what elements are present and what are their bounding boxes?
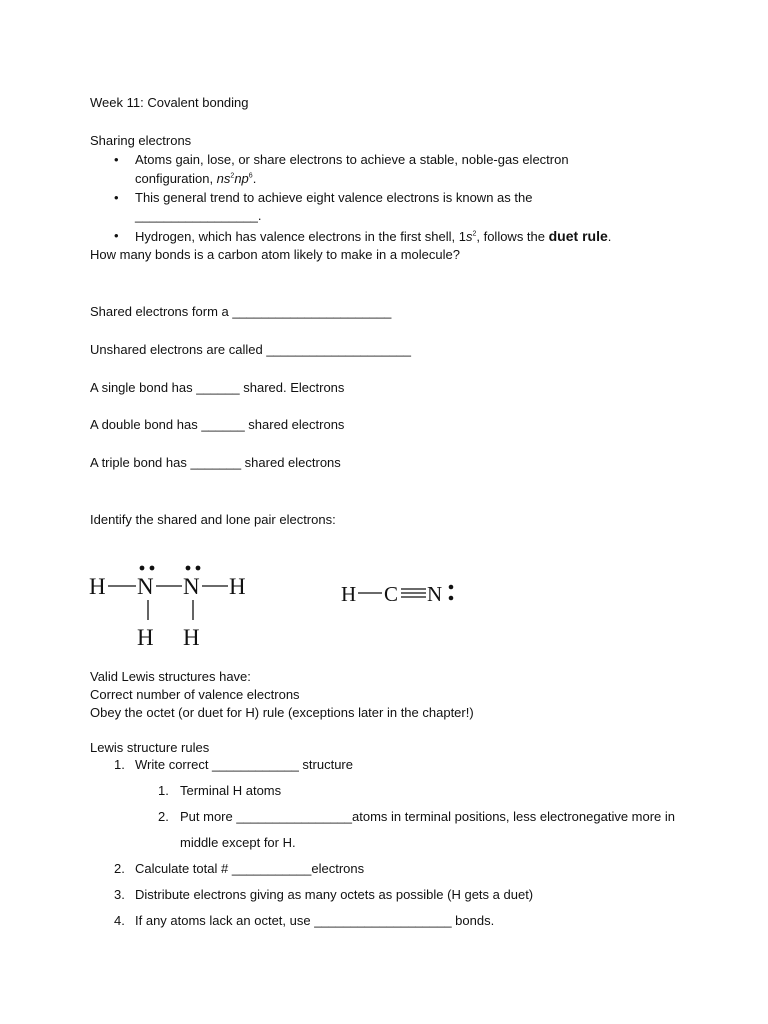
- lone-pair-dot: [140, 566, 145, 571]
- atom-h: H: [183, 625, 200, 650]
- lone-pair-dot: [449, 596, 454, 601]
- identify-prompt: Identify the shared and lone pair electrons:: [90, 512, 336, 527]
- bullet-text: This general trend to achieve eight valence electrons is known as the: [135, 190, 533, 205]
- bullet-text-continued: [135, 171, 256, 186]
- atom-h: H: [229, 574, 246, 599]
- fill-in-single-bond: A single bond has ______ shared. Electrons: [90, 380, 345, 395]
- text-run: configuration,: [135, 171, 217, 186]
- atom-h: H: [89, 574, 106, 599]
- hcn-structure: [338, 575, 463, 610]
- rule-item: Distribute electrons giving as many octets as possible (H gets a duet): [135, 887, 534, 902]
- rule-item: Calculate total # ___________electrons: [135, 861, 365, 876]
- rules-heading: Lewis structure rules: [90, 740, 210, 755]
- question-carbon: How many bonds is a carbon atom likely to make in a molecule?: [90, 247, 460, 262]
- valid-line: Obey the octet (or duet for H) rule (exceptions later in the chapter!): [90, 705, 474, 720]
- bold-term: duet rule: [548, 228, 608, 244]
- list-number: 4.: [114, 913, 125, 928]
- list-number: 1.: [114, 757, 125, 772]
- atom-h: H: [341, 582, 357, 606]
- rule-subitem: Put more ________________atoms in terminal positions, less electronegative more in: [180, 809, 676, 824]
- text-run: s: [465, 229, 473, 244]
- text-run: Hydrogen, which has valence electrons in the first shell, 1: [135, 229, 466, 244]
- bullet-marker: •: [114, 190, 119, 205]
- list-number: 3.: [114, 887, 125, 902]
- fill-in-triple-bond: A triple bond has _______ shared electrons: [90, 455, 341, 470]
- bullet-blank: _________________.: [135, 208, 262, 223]
- lone-pair-dot: [186, 566, 191, 571]
- section-heading-sharing: Sharing electrons: [90, 133, 192, 148]
- rule-subitem-continued: middle except for H.: [180, 835, 296, 850]
- hydrazine-structure: [85, 560, 265, 655]
- bullet-text: Atoms gain, lose, or share electrons to achieve a stable, noble-gas electron: [135, 152, 569, 167]
- fill-in-shared: Shared electrons form a ______________________: [90, 304, 392, 319]
- superscript: 2: [472, 230, 477, 238]
- valid-heading: Valid Lewis structures have:: [90, 669, 251, 684]
- lone-pair-dot: [150, 566, 155, 571]
- lone-pair-dot: [196, 566, 201, 571]
- text-run: ns: [216, 171, 231, 186]
- superscript: 6: [248, 172, 253, 180]
- bullet-marker: •: [114, 152, 119, 167]
- fill-in-unshared: Unshared electrons are called ____________________: [90, 342, 411, 357]
- atom-n: N: [427, 582, 443, 606]
- bullet-marker: •: [114, 228, 119, 243]
- rule-item: If any atoms lack an octet, use ___________________ bonds.: [135, 913, 495, 928]
- text-run: , follows the: [476, 229, 549, 244]
- lone-pair-dot: [449, 585, 454, 590]
- list-number: 2.: [114, 861, 125, 876]
- atom-c: C: [384, 582, 399, 606]
- atom-n: N: [183, 574, 200, 599]
- text-run: np: [234, 171, 249, 186]
- superscript: 2: [230, 172, 235, 180]
- rule-item: Write correct ____________ structure: [135, 757, 353, 772]
- bullet-text: [135, 228, 611, 244]
- text-run: .: [252, 171, 257, 186]
- text-run: .: [607, 229, 612, 244]
- page-title: Week 11: Covalent bonding: [90, 95, 249, 110]
- list-number: 1.: [158, 783, 169, 798]
- valid-line: Correct number of valence electrons: [90, 687, 300, 702]
- atom-n: N: [137, 574, 154, 599]
- fill-in-double-bond: A double bond has ______ shared electrons: [90, 417, 345, 432]
- rule-subitem: Terminal H atoms: [180, 783, 282, 798]
- list-number: 2.: [158, 809, 169, 824]
- atom-h: H: [137, 625, 154, 650]
